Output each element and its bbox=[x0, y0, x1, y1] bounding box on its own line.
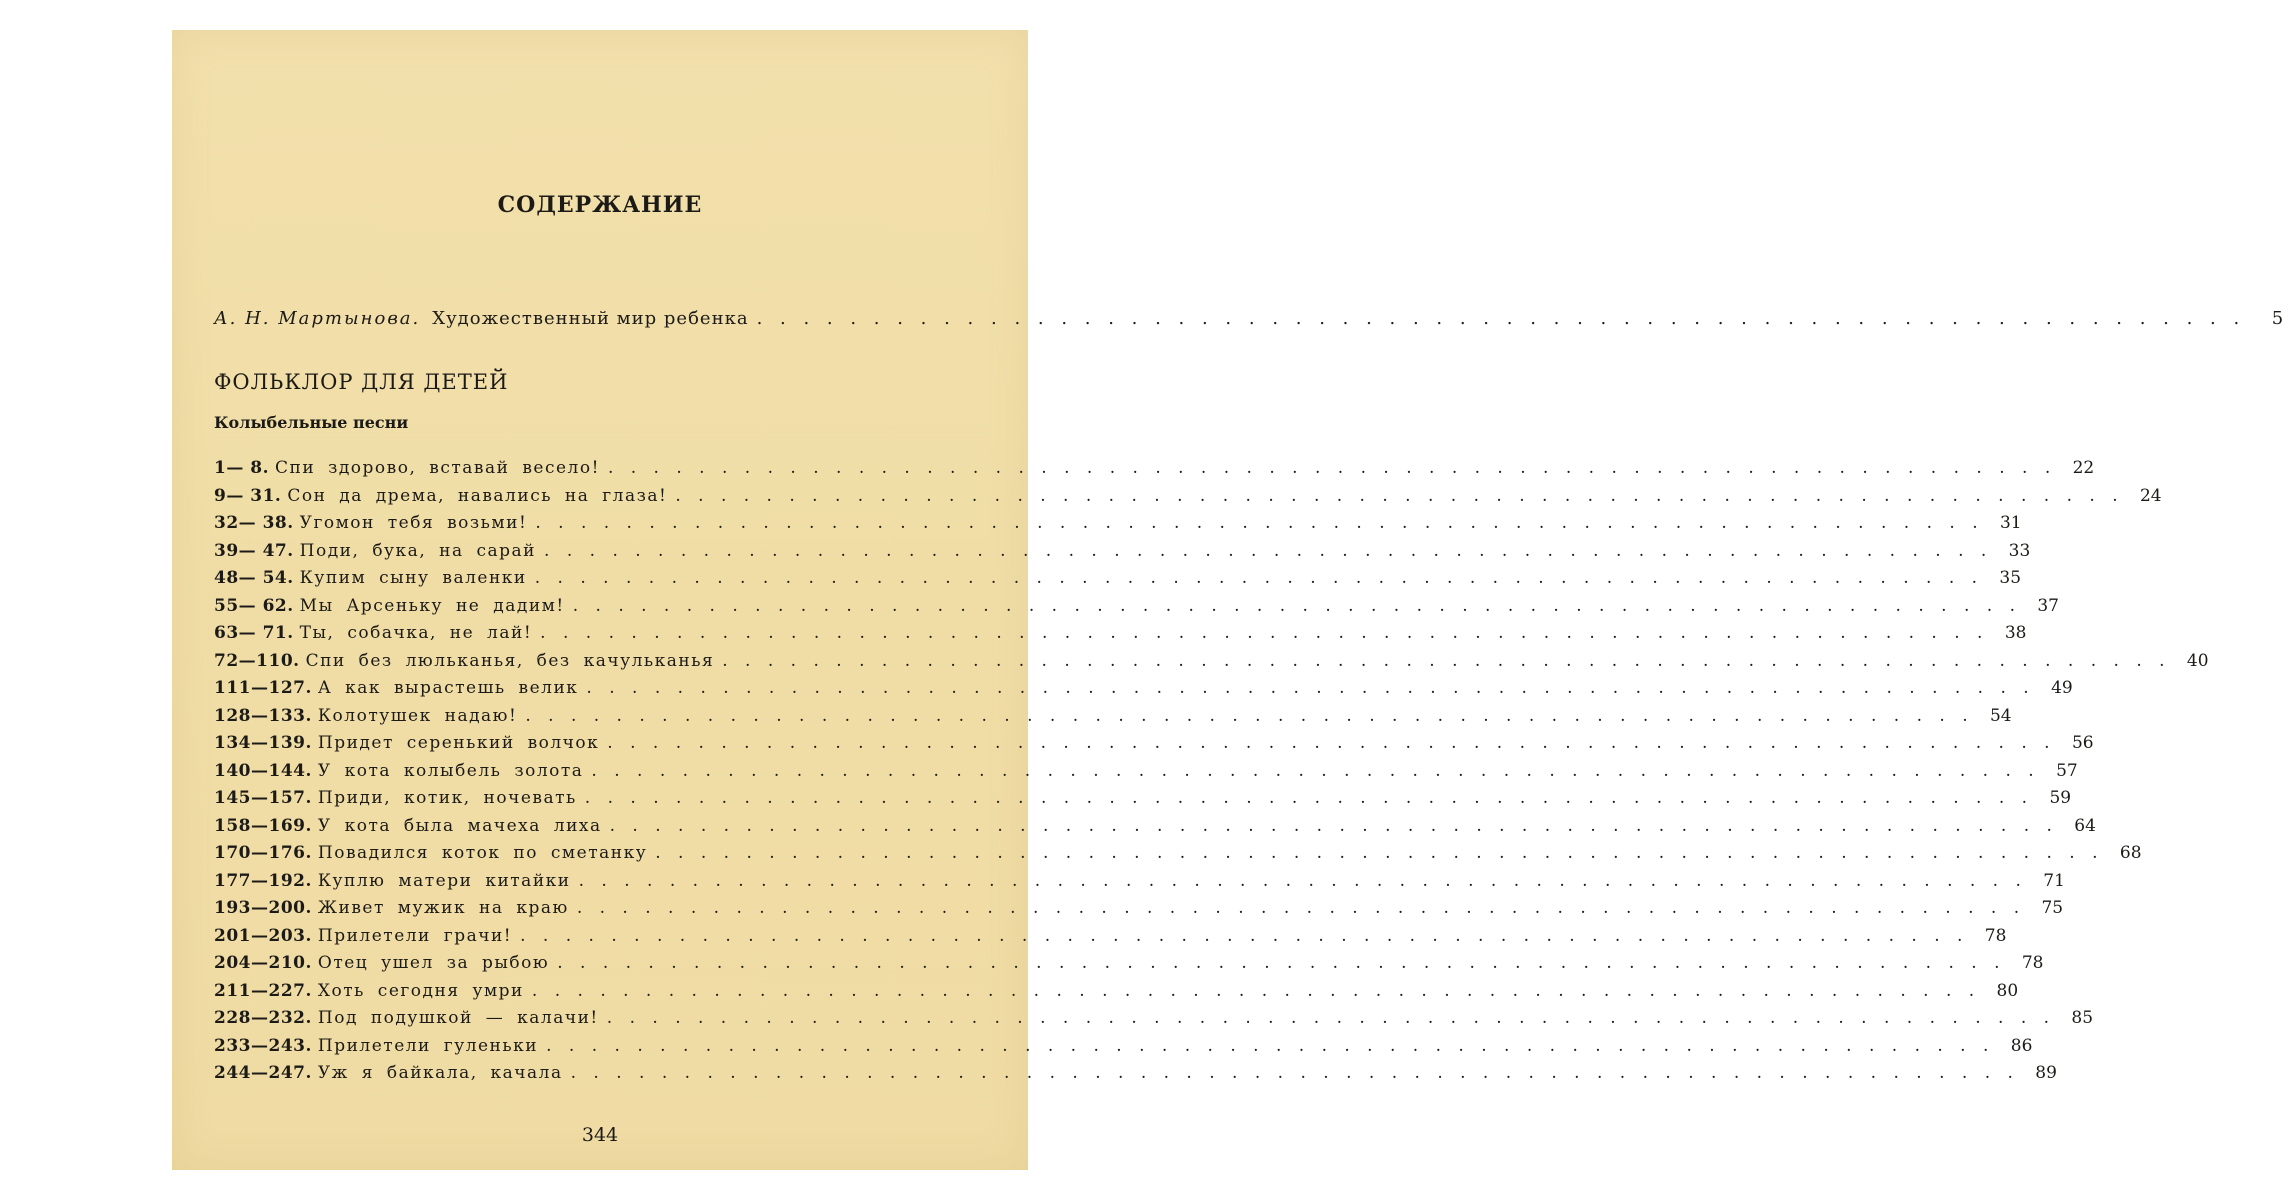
toc-page-number: 71 bbox=[2043, 870, 2065, 891]
toc-range: 244—247. bbox=[214, 1063, 312, 1083]
dot-leader: . . . . . . . . . . . . . . . . . . . . . . . . . . . . . . . . . . . . . . . . . . . . . . . . . . . . . . . . . . . . . . . . bbox=[544, 540, 1993, 561]
toc-row bbox=[214, 623, 2027, 651]
toc-range: 177—192. bbox=[214, 870, 312, 891]
toc-title: Приди, котик, ночевать bbox=[317, 788, 577, 808]
dot-leader: . . . . . . . . . . . . . . . . . . . . . . . . . . . . . . . . . . . . . . . . . . . . . . . . . . . . . . . . . . . . . . . . bbox=[570, 1063, 2019, 1083]
toc-page-number: 78 bbox=[2021, 953, 2044, 973]
toc-range: 233—243. bbox=[214, 1035, 312, 1056]
dot-leader: . . . . . . . . . . . . . . . . . . . . . . . . . . . . . . . . . . . . . . . . . . . . . . . . . . . . . . . . . . . . . . . . bbox=[609, 815, 2058, 836]
toc-page-number: 22 bbox=[2072, 458, 2095, 478]
dot-leader: . . . . . . . . . . . . . . . . . . . . . . . . . . . . . . . . . . . . . . . . . . . . . . . . . . . . . . . . . . . . . . . . bbox=[675, 485, 2124, 506]
toc-title: Живет мужик на краю bbox=[317, 898, 569, 918]
toc-page-number: 75 bbox=[2041, 898, 2064, 918]
toc-row bbox=[214, 595, 2059, 624]
toc-range: 170—176. bbox=[214, 843, 312, 863]
toc-range: 111—127. bbox=[214, 678, 312, 698]
toc-row bbox=[214, 953, 2044, 981]
toc-page-number: 80 bbox=[1996, 980, 2019, 1001]
toc-title: А как вырастешь велик bbox=[317, 678, 579, 698]
toc-row bbox=[214, 760, 2078, 789]
dot-leader: . . . . . . . . . . . . . . . . . . . . . . . . . . . . . . . . . . . . . . . . . . . . . . . . . . . . . . . . . . . . . . . . bbox=[572, 595, 2021, 616]
page-number-footer: 344 bbox=[581, 1124, 619, 1146]
book-page bbox=[172, 30, 2283, 1170]
toc-range: 48— 54. bbox=[214, 568, 294, 588]
toc-title: Ты, собачка, не лай! bbox=[299, 623, 533, 643]
toc-range: 9— 31. bbox=[214, 485, 282, 506]
toc-title: Уж я байкала, качала bbox=[317, 1063, 563, 1083]
toc-title: Отец ушел за рыбою bbox=[317, 953, 550, 973]
toc-row bbox=[214, 1008, 2094, 1036]
toc-title: Угомон тебя возьми! bbox=[299, 513, 528, 533]
dot-leader: . . . . . . . . . . . . . . . . . . . . . . . . . . . . . . . . . . . . . . . . . . . . . . . . . . . . . . . . . . . . . . . . bbox=[607, 733, 2056, 753]
toc-title: Прилетели грачи! bbox=[317, 925, 513, 946]
toc-range: 39— 47. bbox=[214, 540, 294, 561]
toc-title: Под подушкой — калачи! bbox=[317, 1008, 599, 1028]
toc-row bbox=[214, 980, 2019, 1009]
toc-row bbox=[214, 870, 2065, 899]
dot-leader: . . . . . . . . . . . . . . . . . . . . . . . . . . . . . . . . . . . . . . . . . . . . . . . . . . . . . . . . . . . . . . . . bbox=[576, 898, 2026, 918]
toc-row bbox=[214, 815, 2096, 844]
toc-title: Придет серенький волчок bbox=[317, 733, 600, 753]
toc-title: Спи без люльканья, без качульканья bbox=[305, 650, 715, 671]
toc-page-number: 33 bbox=[2008, 540, 2031, 561]
toc-title: Повадился коток по сметанку bbox=[317, 843, 648, 863]
toc-title: Колотушек надаю! bbox=[317, 705, 518, 726]
dot-leader: . . . . . . . . . . . . . . . . . . . . . . . . . . . . . . . . . . . . . . . . . . . . . . . . . . . . . . . . . . . . . . . . bbox=[578, 870, 2027, 891]
dot-leader: . . . . . . . . . . . . . . . . . . . . . . . . . . . . . . . . . . . . . . . . . . . . . . . . . . . . . . . . . . . . . . . . bbox=[722, 650, 2171, 671]
toc-range: 211—227. bbox=[214, 980, 312, 1001]
intro-title: Художественный мир ребенка bbox=[432, 308, 749, 329]
toc-row bbox=[214, 1063, 2057, 1091]
toc-range: 145—157. bbox=[214, 788, 312, 808]
toc-row bbox=[214, 485, 2162, 514]
dot-leader: . . . . . . . . . . . . . . . . . . . . . . . . . . . . . . . . . . . . . . . . . . . . . . . . . . . . . . . . . . . . . . . . bbox=[756, 308, 2246, 329]
toc-range: 201—203. bbox=[214, 925, 312, 946]
toc-title: Спи здорово, вставай весело! bbox=[275, 458, 600, 478]
toc-page-number: 85 bbox=[2071, 1008, 2094, 1028]
dot-leader: . . . . . . . . . . . . . . . . . . . . . . . . . . . . . . . . . . . . . . . . . . . . . . . . . . . . . . . . . . . . . . . . bbox=[546, 1035, 1995, 1056]
toc-page-number: 31 bbox=[1999, 513, 2022, 533]
dot-leader: . . . . . . . . . . . . . . . . . . . . . . . . . . . . . . . . . . . . . . . . . . . . . . . . . . . . . . . . . . . . . . . . bbox=[607, 458, 2057, 478]
toc-range: 1— 8. bbox=[214, 458, 269, 478]
dot-leader: . . . . . . . . . . . . . . . . . . . . . . . . . . . . . . . . . . . . . . . . . . . . . . . . . . . . . . . . . . . . . . . . bbox=[520, 925, 1969, 946]
toc-row bbox=[214, 705, 2012, 734]
toc-page-number: 89 bbox=[2035, 1063, 2057, 1083]
toc-range: 204—210. bbox=[214, 953, 312, 973]
dot-leader: . . . . . . . . . . . . . . . . . . . . . . . . . . . . . . . . . . . . . . . . . . . . . . . . . . . . . . . . . . . . . . . . bbox=[655, 843, 2104, 863]
toc-list bbox=[214, 458, 2209, 1091]
intro-author: А. Н. Мартынова. bbox=[214, 308, 421, 329]
toc-page-number: 37 bbox=[2037, 595, 2059, 616]
contents-heading: СОДЕРЖАНИЕ bbox=[497, 192, 703, 218]
toc-range: 228—232. bbox=[214, 1008, 312, 1028]
toc-row bbox=[214, 513, 2022, 541]
toc-page-number: 54 bbox=[1989, 705, 2012, 726]
toc-range: 32— 38. bbox=[214, 513, 294, 533]
toc-page-number: 40 bbox=[2186, 650, 2209, 671]
toc-row bbox=[214, 540, 2031, 569]
toc-title: Купим сыну валенки bbox=[299, 568, 527, 588]
toc-range: 128—133. bbox=[214, 705, 312, 726]
subsection-title: Колыбельные песни bbox=[214, 413, 409, 432]
toc-row bbox=[214, 650, 2209, 679]
toc-page-number: 35 bbox=[1999, 568, 2022, 588]
toc-page-number: 49 bbox=[2051, 678, 2073, 698]
dot-leader: . . . . . . . . . . . . . . . . . . . . . . . . . . . . . . . . . . . . . . . . . . . . . . . . . . . . . . . . . . . . . . . . bbox=[586, 678, 2035, 698]
toc-page-number: 38 bbox=[2004, 623, 2027, 643]
toc-range: 193—200. bbox=[214, 898, 312, 918]
toc-page-number: 56 bbox=[2071, 733, 2094, 753]
toc-title: Поди, бука, на сарай bbox=[299, 540, 537, 561]
dot-leader: . . . . . . . . . . . . . . . . . . . . . . . . . . . . . . . . . . . . . . . . . . . . . . . . . . . . . . . . . . . . . . . . bbox=[531, 980, 1981, 1001]
toc-title: Прилетели гуленьки bbox=[317, 1035, 539, 1056]
toc-row bbox=[214, 898, 2064, 926]
intro-entry bbox=[214, 308, 2283, 336]
toc-range: 55— 62. bbox=[214, 595, 294, 616]
toc-page-number: 78 bbox=[1984, 925, 2007, 946]
toc-row bbox=[214, 678, 2073, 706]
toc-row bbox=[214, 925, 2007, 954]
section-title: ФОЛЬКЛОР ДЛЯ ДЕТЕЙ bbox=[214, 370, 509, 394]
toc-title: Мы Арсеньку не дадим! bbox=[299, 595, 565, 616]
toc-page-number: 59 bbox=[2049, 788, 2072, 808]
toc-range: 140—144. bbox=[214, 760, 312, 781]
toc-page-number: 68 bbox=[2119, 843, 2142, 863]
toc-row bbox=[214, 568, 2022, 596]
intro-page-number: 5 bbox=[2271, 308, 2283, 329]
toc-row bbox=[214, 733, 2094, 761]
toc-title: Куплю матери китайки bbox=[317, 870, 571, 891]
dot-leader: . . . . . . . . . . . . . . . . . . . . . . . . . . . . . . . . . . . . . . . . . . . . . . . . . . . . . . . . . . . . . . . . bbox=[557, 953, 2006, 973]
toc-range: 72—110. bbox=[214, 650, 300, 671]
toc-row bbox=[214, 1035, 2033, 1064]
toc-range: 158—169. bbox=[214, 815, 312, 836]
toc-page-number: 64 bbox=[2074, 815, 2096, 836]
toc-range: 63— 71. bbox=[214, 623, 294, 643]
toc-row bbox=[214, 788, 2072, 816]
dot-leader: . . . . . . . . . . . . . . . . . . . . . . . . . . . . . . . . . . . . . . . . . . . . . . . . . . . . . . . . . . . . . . . . bbox=[591, 760, 2040, 781]
dot-leader: . . . . . . . . . . . . . . . . . . . . . . . . . . . . . . . . . . . . . . . . . . . . . . . . . . . . . . . . . . . . . . . . bbox=[534, 568, 1984, 588]
toc-range: 134—139. bbox=[214, 733, 312, 753]
toc-row bbox=[214, 458, 2095, 486]
toc-page-number: 24 bbox=[2139, 485, 2162, 506]
toc-title: У кота была мачеха лиха bbox=[317, 815, 602, 836]
dot-leader: . . . . . . . . . . . . . . . . . . . . . . . . . . . . . . . . . . . . . . . . . . . . . . . . . . . . . . . . . . . . . . . . bbox=[584, 788, 2034, 808]
toc-row bbox=[214, 843, 2142, 871]
toc-title: Хоть сегодня умри bbox=[317, 980, 524, 1001]
toc-title: Сон да дрема, навались на глаза! bbox=[287, 485, 668, 506]
dot-leader: . . . . . . . . . . . . . . . . . . . . . . . . . . . . . . . . . . . . . . . . . . . . . . . . . . . . . . . . . . . . . . . . bbox=[540, 623, 1989, 643]
toc-title: У кота колыбель золота bbox=[317, 760, 584, 781]
toc-page-number: 86 bbox=[2010, 1035, 2033, 1056]
dot-leader: . . . . . . . . . . . . . . . . . . . . . . . . . . . . . . . . . . . . . . . . . . . . . . . . . . . . . . . . . . . . . . . . bbox=[606, 1008, 2056, 1028]
dot-leader: . . . . . . . . . . . . . . . . . . . . . . . . . . . . . . . . . . . . . . . . . . . . . . . . . . . . . . . . . . . . . . . . bbox=[525, 705, 1974, 726]
dot-leader: . . . . . . . . . . . . . . . . . . . . . . . . . . . . . . . . . . . . . . . . . . . . . . . . . . . . . . . . . . . . . . . . bbox=[535, 513, 1984, 533]
toc-page-number: 57 bbox=[2056, 760, 2078, 781]
